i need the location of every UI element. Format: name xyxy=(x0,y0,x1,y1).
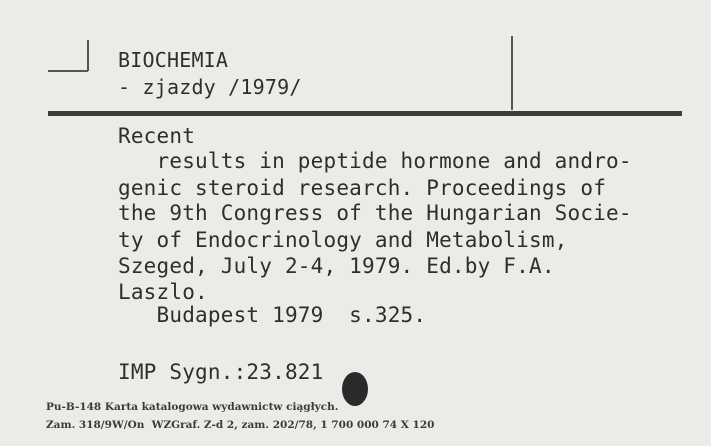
body-line: the 9th Congress of the Hungarian Socie- xyxy=(118,201,632,225)
heading-subtitle: - zjazdy /1979/ xyxy=(118,75,302,99)
footer-line: Zam. 318/9W/On WZGraf. Z-d 2, zam. 202/78, 1 700 000 74 X 120 xyxy=(46,419,435,431)
heading-title: BIOCHEMIA xyxy=(118,48,229,72)
body-line: genic steroid research. Proceedings of xyxy=(118,176,607,200)
corner-bracket-horizontal xyxy=(48,70,88,72)
call-number: IMP Sygn.:23.821 xyxy=(118,360,324,384)
body-line: Budapest 1979 s.325. xyxy=(118,303,427,327)
footer-line: Pu-B-148 Karta katalogowa wydawnictw ciągłych. xyxy=(46,401,339,413)
body-line: Recent xyxy=(118,124,196,148)
body-line: Laszlo. xyxy=(118,280,208,304)
body-line: Szeged, July 2-4, 1979. Ed.by F.A. xyxy=(118,254,555,278)
corner-bracket-vertical xyxy=(87,40,89,71)
header-vertical-rule xyxy=(511,36,513,110)
header-separator-rule xyxy=(48,111,682,116)
body-line: results in peptide hormone and andro- xyxy=(118,149,632,173)
punch-hole xyxy=(342,372,368,406)
body-line: ty of Endocrinology and Metabolism, xyxy=(118,228,568,252)
